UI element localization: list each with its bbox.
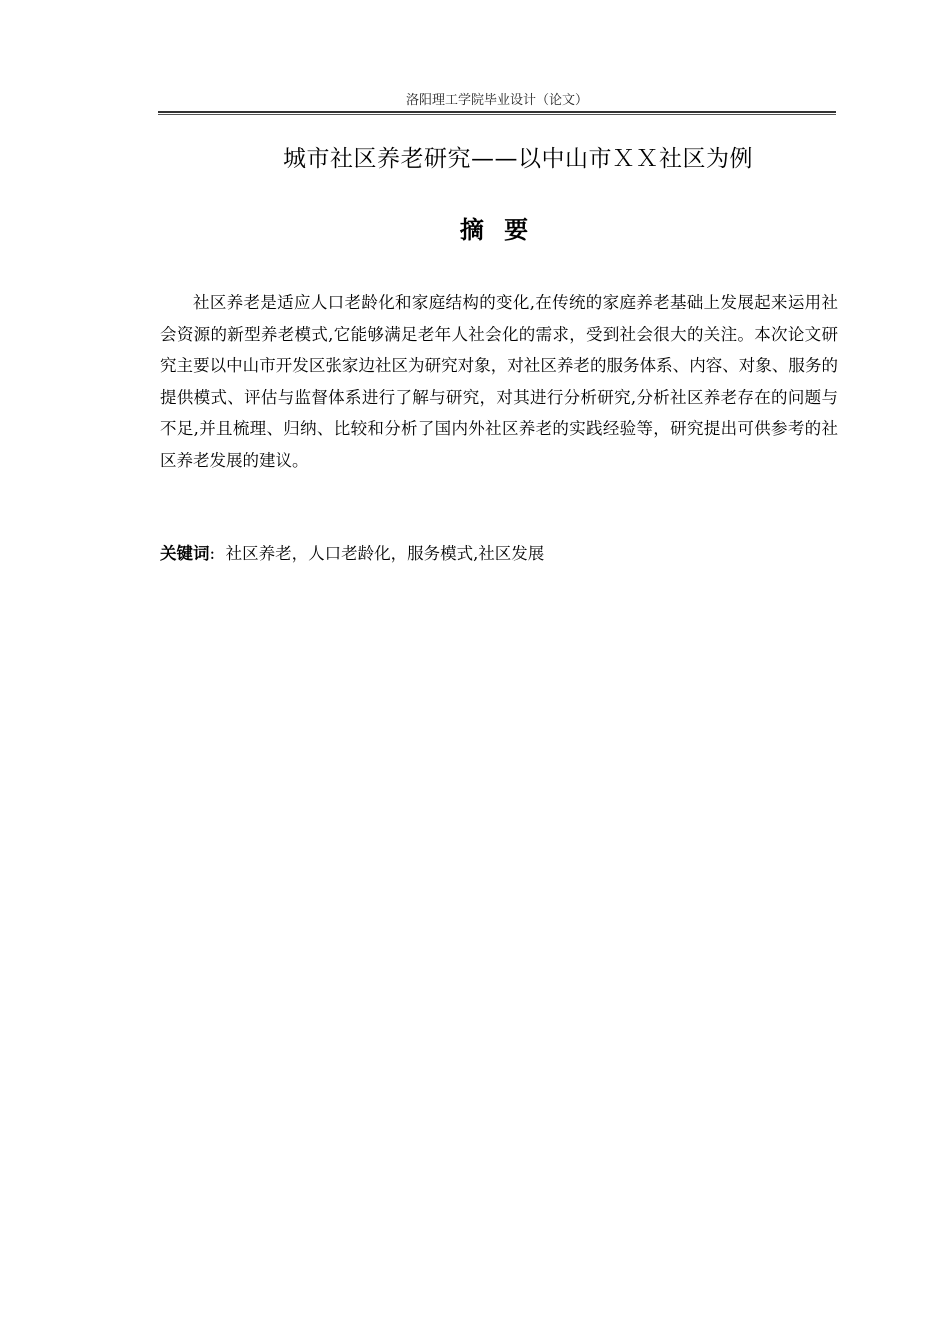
header-rule-thin: [158, 114, 836, 115]
keywords-separator: :: [209, 544, 216, 563]
document-title: 城市社区养老研究——以中山市ＸＸ社区为例: [283, 146, 753, 172]
keywords-label: 关键词: [160, 544, 210, 563]
header-rule: [158, 111, 836, 113]
keywords-value: 社区养老，人口老龄化，服务模式,社区发展: [225, 544, 545, 563]
page-header: 洛阳理工学院毕业设计（论文）: [405, 93, 588, 108]
keywords-line: [160, 540, 838, 568]
abstract-body: 社区养老是适应人口老龄化和家庭结构的变化,在传统的家庭养老基础上发展起来运用社会资源的新型养老模式,它能够满足老年人社会化的需求，受到社会很大的关注。本次论文研究主要以中山市开发区张家边社区为研究对象，对社区养老的服务体系、内容、对象、服务的提供模式、评估与监督体系进行了解与研究，对其进行分析研究,分析社区养老存在的问题与不足,并且梳理、归纳、比较和分析了国内外社区养老的实践经验等，研究提出可供参考的社区养老发展的建议。: [160, 293, 838, 470]
abstract-heading: 摘 要: [459, 216, 535, 244]
